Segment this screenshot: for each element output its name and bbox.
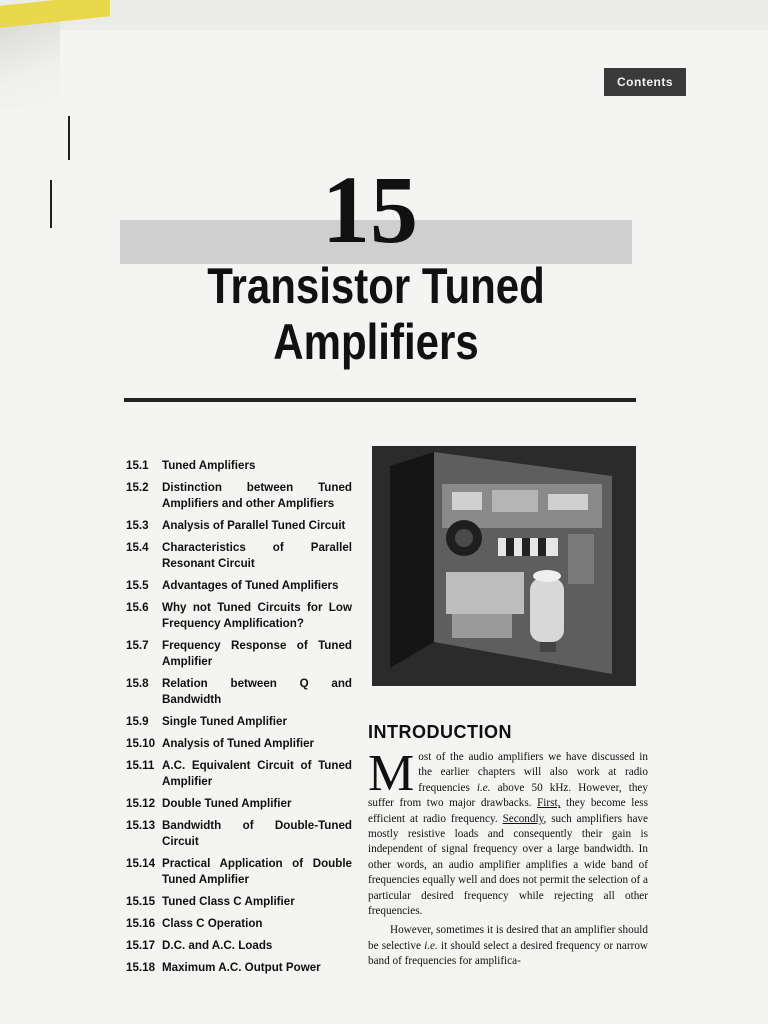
toc-title: Why not Tuned Circuits for Low Frequency Amplification?: [162, 601, 352, 630]
toc-title: Analysis of Tuned Amplifier: [162, 737, 315, 750]
toc-number: 15.15: [126, 895, 156, 908]
introduction-heading: INTRODUCTION: [368, 722, 512, 742]
introduction-paragraph: [368, 745, 648, 919]
toc-title: Tuned Amplifiers: [162, 459, 256, 472]
toc-item[interactable]: [116, 938, 352, 954]
toc-item[interactable]: [116, 916, 352, 932]
toc-item[interactable]: [116, 736, 352, 752]
underlined-secondly: Secondly: [502, 812, 544, 825]
toc-item[interactable]: [116, 714, 352, 730]
intro-text-run: However, sometimes it is desired that an amplifier should be selective: [368, 924, 648, 952]
toc-number: 15.8: [126, 677, 149, 690]
toc-item[interactable]: [116, 578, 352, 594]
toc-item[interactable]: [116, 818, 352, 850]
intro-text-run: ost of the audio amplifiers we have discussed in the earlier chapters will also work at radio frequencies: [418, 751, 648, 794]
amplifier-photo: [372, 446, 636, 686]
underlined-first: First,: [537, 797, 561, 810]
toc-title: Relation between Q and Bandwidth: [162, 677, 352, 706]
amplifier-photo-drawing: [372, 446, 636, 686]
toc-title: Advantages of Tuned Amplifiers: [162, 579, 339, 592]
toc-title: Maximum A.C. Output Power: [162, 961, 321, 974]
toc-item[interactable]: [116, 480, 352, 512]
toc-number: 15.3: [126, 519, 149, 532]
intro-italic-ie: i.e.: [424, 939, 438, 952]
toc-item[interactable]: [116, 638, 352, 670]
intro-text-run: it should select a desired frequency or narrow band of frequencies for amplifica-: [368, 939, 648, 968]
toc-item[interactable]: [116, 540, 352, 572]
toc-number: 15.7: [126, 639, 149, 652]
toc-item[interactable]: [116, 600, 352, 632]
introduction-paragraph: [368, 923, 648, 969]
toc-item[interactable]: [116, 518, 352, 534]
introduction-text: [368, 745, 648, 970]
drop-cap: M: [368, 745, 415, 802]
toc-item[interactable]: [116, 856, 352, 888]
chapter-title: [161, 258, 591, 370]
toc-number: 15.5: [126, 579, 149, 592]
toc-item[interactable]: [116, 796, 352, 812]
toc-number: 15.9: [126, 715, 149, 728]
toc-title: Practical Application of Double Tuned Amplifier: [162, 857, 352, 886]
toc-number: 15.10: [126, 737, 156, 750]
toc-number: 15.6: [126, 601, 149, 614]
toc-number: 15.2: [126, 481, 149, 494]
toc-number: 15.1: [126, 459, 149, 472]
toc-item[interactable]: [116, 960, 352, 976]
page-curl: [0, 20, 60, 110]
intro-text-run: they become less efficient at radio frequency.: [368, 797, 648, 825]
intro-italic-ie: i.e.: [476, 781, 491, 794]
toc-title: Double Tuned Amplifier: [162, 797, 292, 810]
chapter-title-line: Transistor Tuned: [207, 258, 545, 314]
toc-title: A.C. Equivalent Circuit of Tuned Amplifier: [162, 759, 352, 788]
toc-item[interactable]: [116, 676, 352, 708]
margin-mark: [68, 116, 70, 160]
toc-number: 15.4: [126, 541, 149, 554]
chapter-contents-list: [116, 458, 352, 982]
chapter-number: 15: [322, 156, 418, 263]
toc-title: Distinction between Tuned Amplifiers and other Amplifiers: [162, 481, 352, 510]
toc-item[interactable]: [116, 894, 352, 910]
toc-number: 15.14: [126, 857, 156, 870]
toc-number: 15.13: [126, 819, 156, 832]
toc-title: Bandwidth of Double-Tuned Circuit: [162, 819, 352, 848]
intro-text-run: , such amplifiers have mostly resistive loads and consequently their gain is independent of signal frequency over a large bandwidth. In other words, an audio amplifier amplifies a wide band of frequencies equally well and does not permit the selection of a particular desired frequency while rejecting all other frequencies.: [368, 812, 648, 918]
toc-number: 15.17: [126, 939, 156, 952]
toc-title: D.C. and A.C. Loads: [162, 939, 273, 952]
toc-title: Single Tuned Amplifier: [162, 715, 287, 728]
toc-item[interactable]: [116, 458, 352, 474]
toc-number: 15.11: [126, 759, 155, 772]
toc-item[interactable]: [116, 758, 352, 790]
toc-title: Tuned Class C Amplifier: [162, 895, 295, 908]
intro-text-run: above 50 kHz. However, they suffer from two major drawbacks.: [368, 781, 648, 810]
margin-mark: [50, 180, 52, 228]
toc-number: 15.18: [126, 961, 156, 974]
toc-title: Class C Operation: [162, 917, 263, 930]
top-strip: [0, 0, 768, 30]
toc-number: 15.12: [126, 797, 156, 810]
toc-title: Characteristics of Parallel Resonant Circuit: [162, 541, 352, 570]
toc-title: Analysis of Parallel Tuned Circuit: [162, 519, 346, 532]
contents-button[interactable]: Contents: [604, 68, 686, 96]
toc-title: Frequency Response of Tuned Amplifier: [162, 639, 352, 668]
toc-number: 15.16: [126, 917, 156, 930]
chapter-title-line: Amplifiers: [273, 314, 479, 370]
title-rule: [124, 398, 636, 402]
